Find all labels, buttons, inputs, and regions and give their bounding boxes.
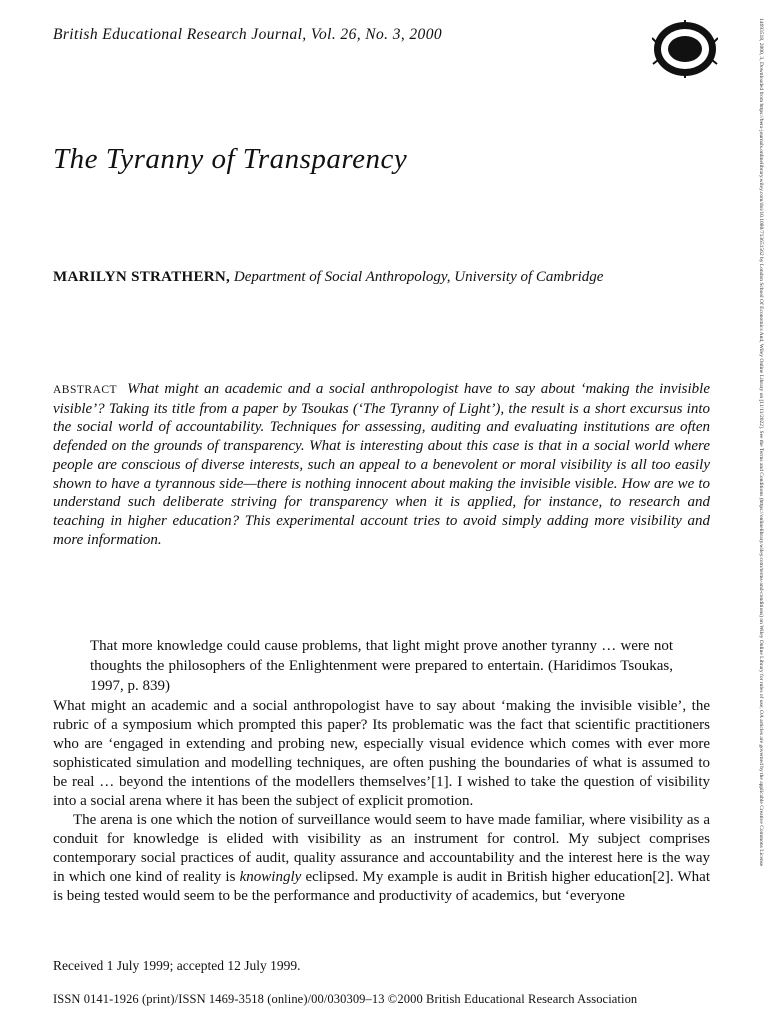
received-date: Received 1 July 1999; accepted 12 July 1999.	[53, 958, 301, 973]
paragraph-2-emphasis: knowingly	[239, 869, 302, 885]
publisher-seal-icon	[652, 20, 718, 78]
author-line	[53, 267, 663, 287]
body-text	[53, 697, 710, 906]
author-affiliation: Department of Social Anthropology, University of Cambridge	[233, 269, 604, 285]
abstract	[53, 380, 710, 549]
epigraph: That more knowledge could cause problems, that light might prove another tyranny … were not thoughts the philosophers of the Enlightenment were prepared to entertain. (Haridimos Tsoukas, 1997, p. 839)	[90, 638, 673, 694]
abstract-label: ABSTRACT	[53, 384, 118, 396]
download-notice-text: 14693518, 2000, 3, Downloaded from https://bera-journals.onlinelibrary.wiley.com/doi/10.1080/713651562 by London School Of Economics And, Wiley Online Library on [11/11/2022]. See the Terms and Conditions (https://onlinelibrary.wiley.com/terms-and-conditions) on Wiley Online Library for rules of use; OA articles are governed by the applicable Creative Commons License	[758, 18, 764, 867]
paragraph-2-end: eclipsed. My example is audit in British higher education[2]. What is being tested would seem to be the performance and productivity of academics, but ‘everyone	[53, 869, 711, 904]
journal-citation: British Educational Research Journal, Vol. 26, No. 3, 2000	[53, 26, 443, 43]
issn-line: ISSN 0141-1926 (print)/ISSN 1469-3518 (online)/00/030309–13 ©2000 British Educational Research Association	[53, 992, 638, 1006]
article-title: The Tyranny of Transparency	[53, 143, 408, 175]
paragraph-2-start: The arena is one which the notion of surveillance would seem to have made familiar, where visibility as a conduit for knowledge is elided with visibility as an instrument for control. My subject comprises contemporary social practices of audit, quality assurance and accountability and the interest here is the way in which one kind of reality is	[53, 812, 710, 885]
download-notice	[752, 18, 766, 1008]
paragraph-2	[53, 811, 710, 906]
abstract-text: What might an academic and a social anthropologist have to say about ‘making the invisible visible’? Taking its title from a paper by Tsoukas (‘The Tyranny of Light’), the result is a short excursus into the social world of accountability. Techniques for assessing, auditing and evaluating institutions are often defended on the grounds of transparency. What is interesting about this case is that in a social world where people are conscious of diverse interests, such an appeal to a benevolent or moral visibility is all too easily shown to have a tyrannous side—there is nothing innocent about making the invisible visible. How are we to understand such deliberate striving for transparency when it is applied, for instance, to research and teaching in higher education? This experimental account tries to avoid simply adding more visibility and more information.	[53, 381, 710, 548]
paragraph-1: What might an academic and a social anthropologist have to say about ‘making the invisible visible’, the rubric of a symposium which prompted this paper? Its problematic was the fact that scientific practitioners who are ‘engaged in extending and probing new, especially visual evidence which comes with ever more sophisticated simulation and modelling techniques, are often pushing the boundaries of what is assumed to be real … beyond the intentions of the modellers themselves’[1]. I wished to take the question of visibility into a social arena where it has been the subject of explicit promotion.	[53, 698, 710, 809]
author-name: MARILYN STRATHERN,	[53, 269, 231, 285]
